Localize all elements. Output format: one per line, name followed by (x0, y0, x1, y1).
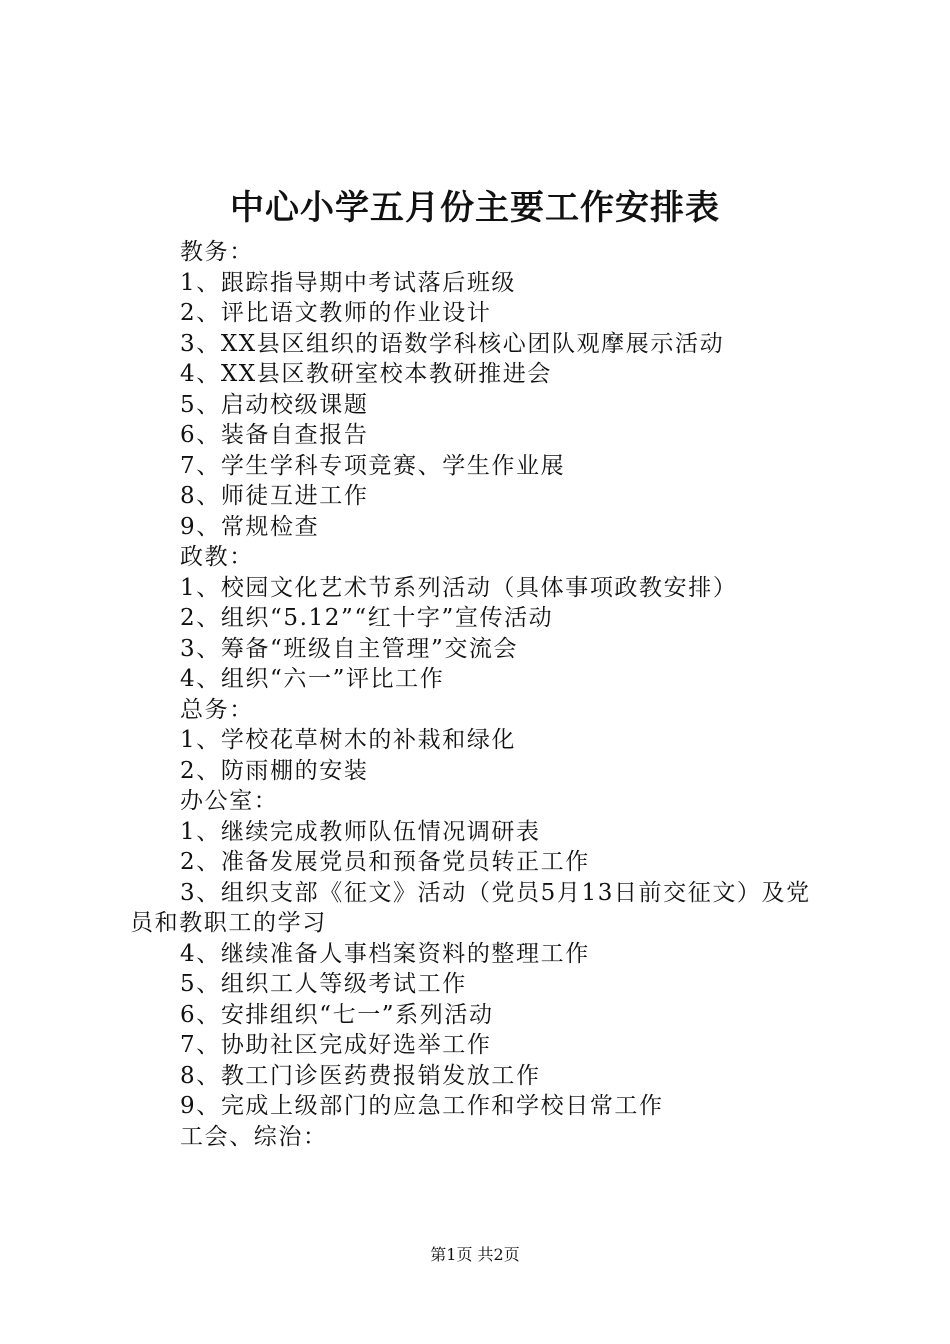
list-item: 8、师徒互进工作 (180, 483, 369, 509)
list-item: 6、安排组织“七一”系列活动 (180, 1001, 494, 1028)
list-item: 2、评比语文教师的作业设计 (180, 300, 492, 326)
list-item: 6、装备自查报告 (180, 422, 369, 448)
list-item: 8、教工门诊医药费报销发放工作 (180, 1062, 541, 1089)
list-item: 1、跟踪指导期中考试落后班级 (180, 269, 517, 296)
section-heading-zhengjiao: 政教： (180, 544, 254, 570)
list-item: 5、启动校级课题 (180, 391, 369, 418)
list-item: 7、协助社区完成好选举工作 (180, 1032, 492, 1058)
list-item: 9、完成上级部门的应急工作和学校日常工作 (180, 1093, 664, 1119)
list-item: 4、XX县区教研室校本教研推进会 (180, 361, 552, 387)
document-body (130, 237, 830, 1152)
list-item: 7、学生学科专项竞赛、学生作业展 (180, 452, 566, 479)
list-item: 2、组织“5.12”“红十字”宣传活动 (180, 605, 554, 631)
list-item: 2、防雨棚的安装 (180, 757, 369, 784)
list-item: 3、组织支部《征文》活动（党员5月13日前交征文）及党员和教职工的学习 (130, 879, 811, 936)
list-item: 5、组织工人等级考试工作 (180, 971, 467, 997)
list-item: 1、学校花草树木的补栽和绿化 (180, 727, 517, 753)
document-title: 中心小学五月份主要工作安排表 (230, 188, 720, 228)
section-heading-gonghui-zongzhi: 工会、综治： (180, 1123, 328, 1150)
section-heading-bangongshi: 办公室： (180, 788, 279, 814)
section-heading-zongwu: 总务： (180, 696, 254, 723)
section-heading-jiaowu: 教务： (180, 239, 254, 265)
list-item: 4、组织“六一”评比工作 (180, 666, 445, 692)
list-item: 1、继续完成教师队伍情况调研表 (180, 818, 541, 845)
list-item: 9、常规检查 (180, 513, 320, 540)
list-item: 3、筹备“班级自主管理”交流会 (180, 635, 519, 662)
list-item: 2、准备发展党员和预备党员转正工作 (180, 849, 590, 875)
list-item: 1、校园文化艺术节系列活动（具体事项政教安排） (180, 574, 738, 601)
list-item: 4、继续准备人事档案资料的整理工作 (180, 940, 590, 967)
page-footer: 第1页 共2页 (430, 1245, 520, 1264)
list-item: 3、XX县区组织的语数学科核心团队观摩展示活动 (180, 330, 725, 357)
